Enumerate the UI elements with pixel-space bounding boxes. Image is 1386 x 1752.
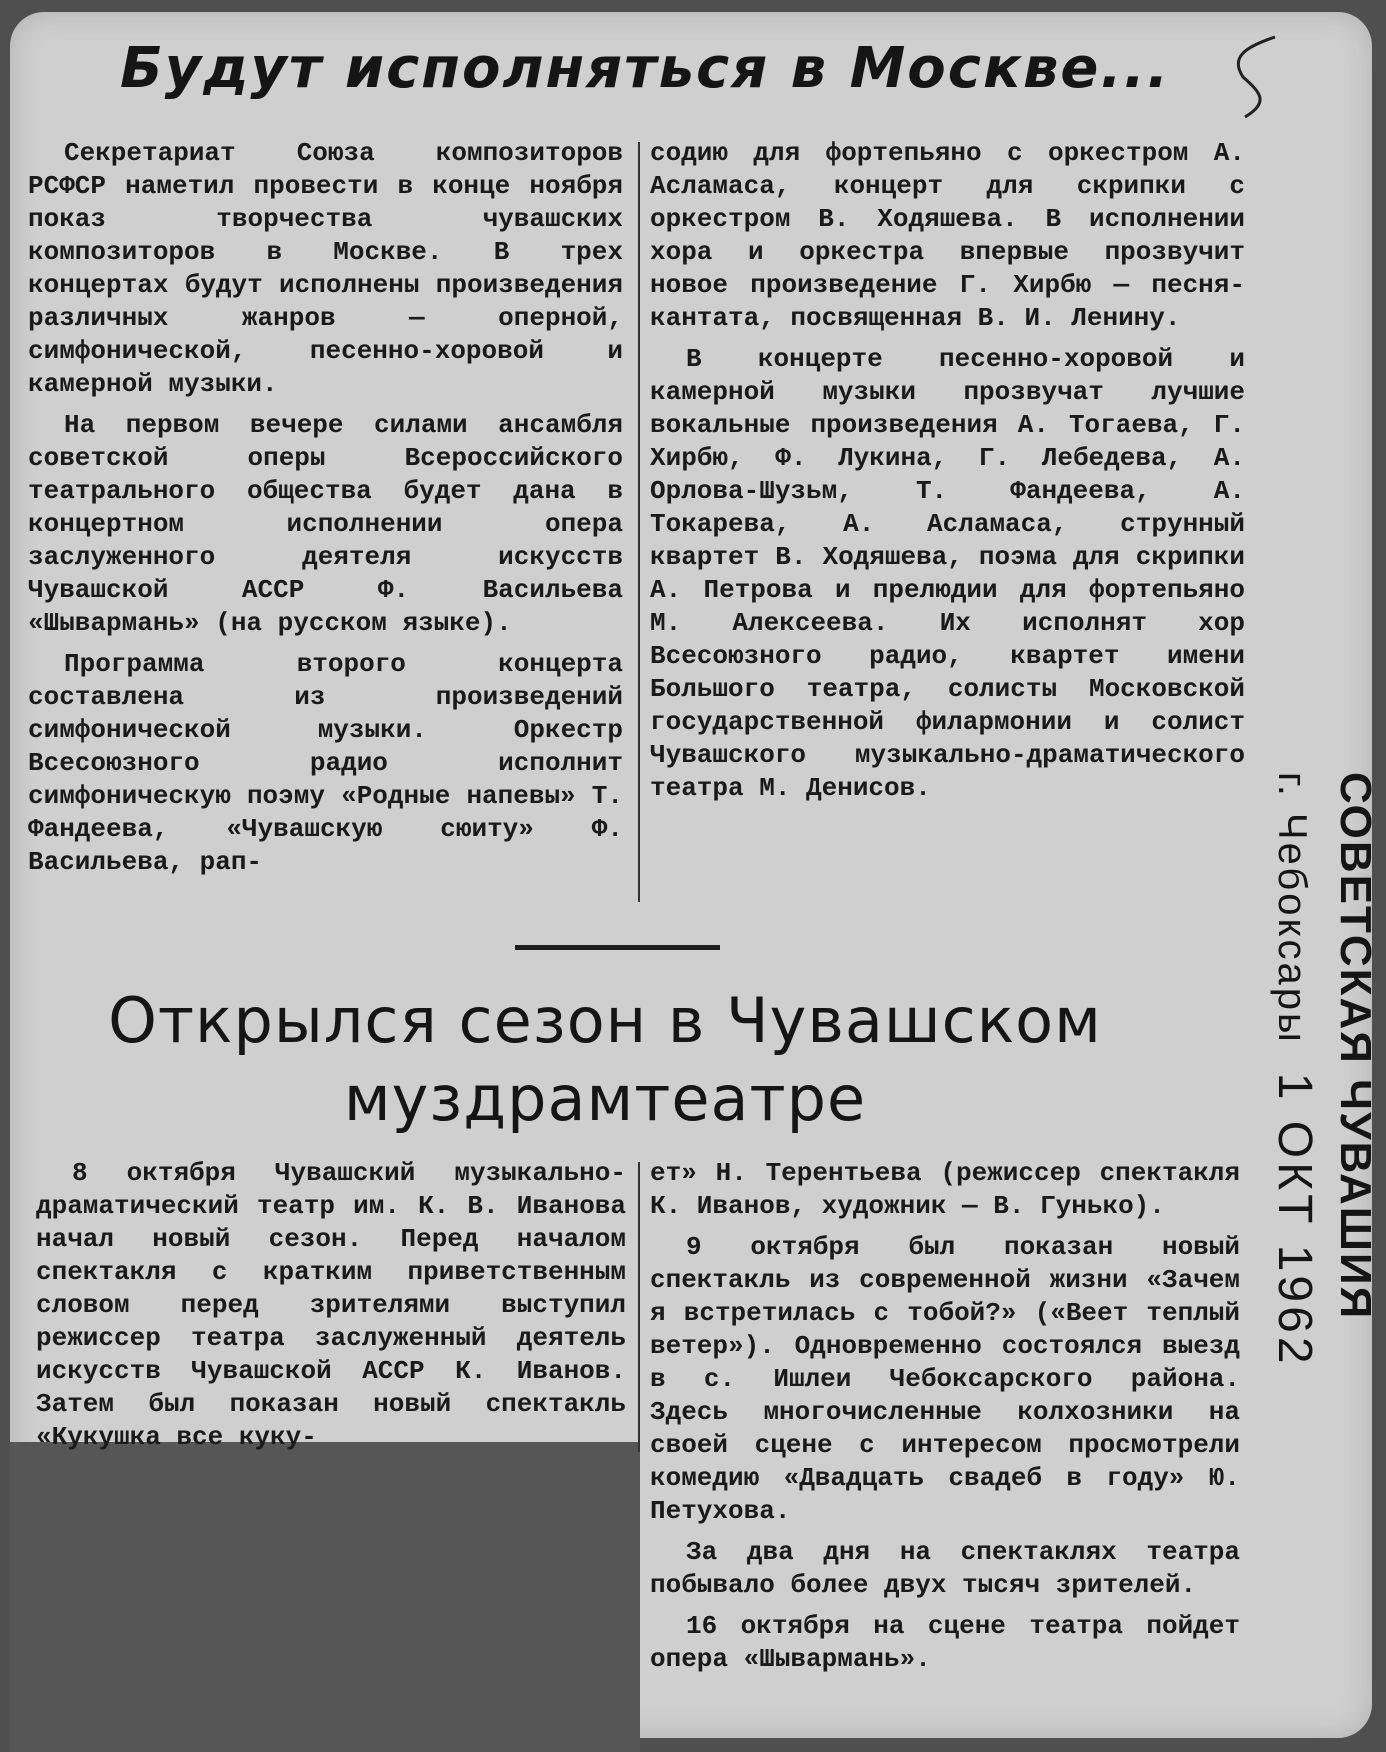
article1-paragraph: Программа второго концерта составлена из произведений симфонической музыки. Оркестр Всесоюзного радио исполнит симфоническую поэму «Родные напевы» Т. Фандеева, «Чувашскую сюиту» Ф. Васильева, рап- [28,649,623,877]
article2-paragraph: ет» Н. Терентьева (режиссер спектакля К. Иванов, художник — В. Гунько). [650,1158,1240,1221]
article2-headline-line1: Открылся сезон в Чувашском [108,984,1102,1057]
article1-paragraph: Секретариат Союза композиторов РСФСР наметил провести в конце ноября показ творчества чувашских композиторов в Москве. В трех концертах будут исполнены произведения различных жанров — оперной, симфонической, песенно-хоровой и камерной музыки. [28,138,623,399]
stamp-city: г. Чебоксары [1270,772,1314,1045]
article2-headline-line2: муздрамтеатре [343,1062,867,1135]
stamp-newspaper-name: СОВЕТСКАЯ ЧУВАШИЯ [1331,772,1380,1321]
handwritten-mark [1225,32,1285,127]
stamp-date: 1 ОКТ 1962 [1268,1072,1321,1368]
clipping-cutout-area [10,1442,640,1752]
column-divider [638,142,640,902]
article1-headline: Будут исполняться в Москве... [120,36,1171,101]
article2-paragraph: 8 октября Чувашский музыкально-драматический театр им. К. В. Иванова начал новый сезон. Перед началом спектакля с кратким приветственным словом перед зрителями выступил режиссер театра заслуженный деятель искусств Чувашской АССР К. Иванов. Затем был показан новый спектакль «Кукушка все куку- [36,1158,626,1452]
article1-column-1 [28,137,623,887]
article2-paragraph: За два дня на спектаклях театра побывало более двух тысяч зрителей. [650,1537,1240,1600]
article2-column-1 [36,1157,626,1462]
article1-paragraph: В концерте песенно-хоровой и камерной музыки прозвучат лучшие вокальные произведения А. Тогаева, Г. Хирбю, Ф. Лукина, Г. Лебедева, А. Орлова-Шузьм, Т. Фандеева, А. Токарева, А. Асламаса, струнный квартет В. Ходяшева, поэма для скрипки А. Петрова и прелюдии для фортепьяно М. Алексеева. Их исполнят хор Всесоюзного радио, квартет имени Большого театра, солисты Московской государственной филармонии и солист Чувашского музыкально-драматического театра М. Денисов. [650,344,1245,803]
article1-paragraph: На первом вечере силами ансамбля советской оперы Всероссийского театрального общества будет дана в концертном исполнении опера заслуженного деятеля искусств Чувашской АССР Ф. Васильева «Шывармань» (на русском языке). [28,410,623,638]
column-divider [638,1162,640,1452]
article2-paragraph: 9 октября был показан новый спектакль из современной жизни «Зачем я встретилась с тобой?» («Веет теплый ветер»). Одновременно состоялся выезд в с. Ишлеи Чебоксарского района. Здесь многочисленные колхозники на своей сцене с интересом просмотрели комедию «Двадцать свадеб в году» Ю. Петухова. [650,1232,1240,1526]
article2-column-2 [650,1157,1240,1684]
article1-paragraph: содию для фортепьяно с оркестром А. Асламаса, концерт для скрипки с оркестром В. Ходяшева. В исполнении хора и оркестра впервые прозвучит новое произведение Г. Хирбю — песня-кантата, посвященная В. И. Ленину. [650,138,1245,333]
newspaper-clipping [10,12,1380,1738]
article2-headline [40,982,1170,1138]
article2-paragraph: 16 октября на сцене театра пойдет опера «Шывармань». [650,1611,1240,1674]
article-separator [515,945,720,950]
article1-column-2 [650,137,1245,813]
